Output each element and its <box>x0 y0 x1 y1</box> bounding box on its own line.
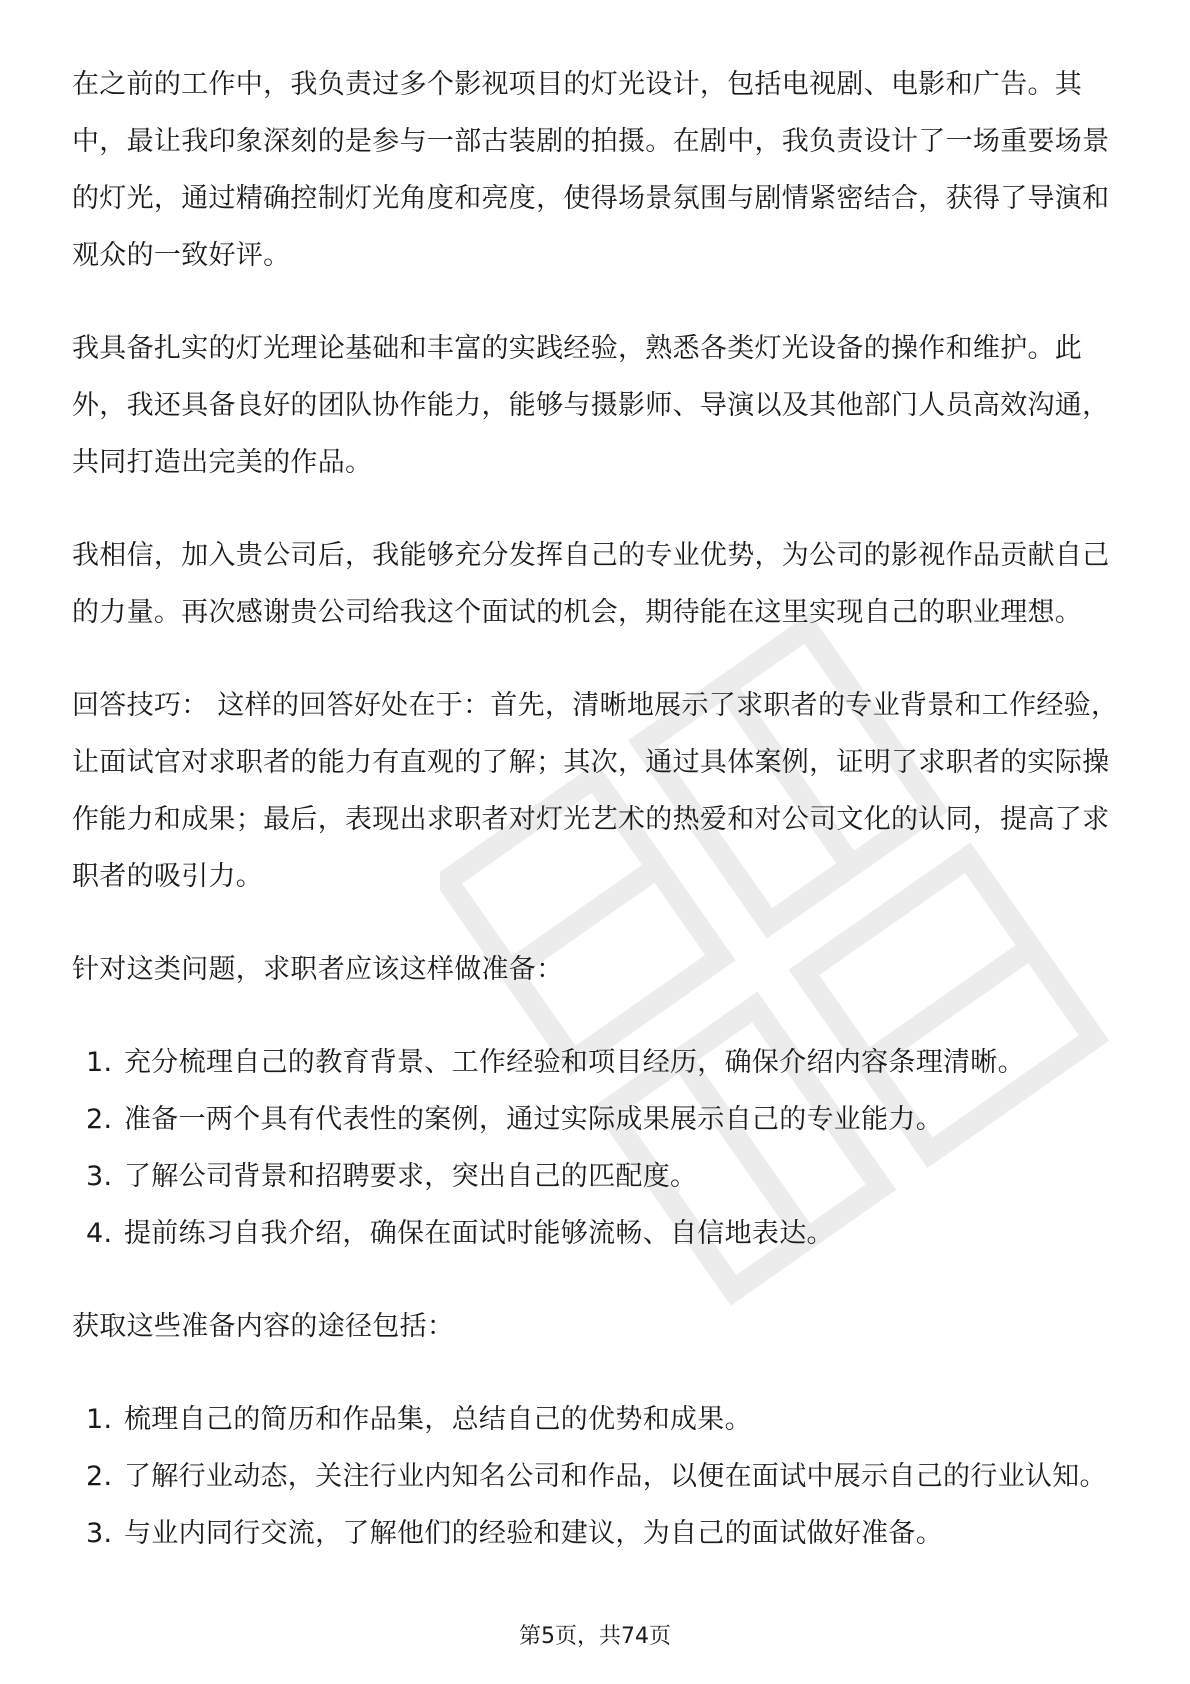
list-item <box>72 1205 1132 1262</box>
paragraph-sources-heading: 获取这些准备内容的途径包括： <box>72 1311 455 1342</box>
paragraph-prep-heading: 针对这类问题，求职者应该这样做准备： <box>72 954 564 985</box>
list-item <box>72 1448 1132 1505</box>
list-item <box>72 1034 1132 1091</box>
list-item-text: 梳理自己的简历和作品集，总结自己的优势和成果。 <box>124 1404 752 1435</box>
list-item <box>72 1091 1132 1148</box>
list-item <box>72 1391 1132 1448</box>
sources-list <box>72 1391 1132 1562</box>
list-item-number: 3. <box>86 1518 113 1549</box>
list-item <box>72 1148 1132 1205</box>
list-item-number: 2. <box>86 1461 113 1492</box>
list-item-text: 准备一两个具有代表性的案例，通过实际成果展示自己的专业能力。 <box>124 1104 943 1135</box>
list-item-number: 2. <box>86 1104 113 1135</box>
list-item-number: 1. <box>86 1404 113 1435</box>
list-item-text: 了解行业动态，关注行业内知名公司和作品，以便在面试中展示自己的行业认知。 <box>124 1461 1107 1492</box>
list-item-number: 4. <box>86 1218 113 1249</box>
list-item-number: 3. <box>86 1161 113 1192</box>
paragraph-experience: 在之前的工作中，我负责过多个影视项目的灯光设计，包括电视剧、电影和广告。其中，最让我印象深刻的是参与一部古装剧的拍摄。在剧中，我负责设计了一场重要场景的灯光，通过精确控制灯光角度和亮度，使得场景氛围与剧情紧密结合，获得了导演和观众的一致好评。 <box>72 69 1110 271</box>
page-number-footer: 第5页，共74页 <box>519 1624 671 1649</box>
paragraph-closing: 我相信，加入贵公司后，我能够充分发挥自己的专业优势，为公司的影视作品贡献自己的力量。再次感谢贵公司给我这个面试的机会，期待能在这里实现自己的职业理想。 <box>72 540 1110 628</box>
paragraph-skills: 我具备扎实的灯光理论基础和丰富的实践经验，熟悉各类灯光设备的操作和维护。此外，我还具备良好的团队协作能力，能够与摄影师、导演以及其他部门人员高效沟通，共同打造出完美的作品。 <box>72 333 1110 478</box>
list-item-number: 1. <box>86 1047 113 1078</box>
paragraph-answer-tips: 回答技巧： 这样的回答好处在于：首先，清晰地展示了求职者的专业背景和工作经验，让面试官对求职者的能力有直观的了解；其次，通过具体案例，证明了求职者的实际操作能力和成果；最后，表现出求职者对灯光艺术的热爱和对公司文化的认同，提高了求职者的吸引力。 <box>72 690 1119 892</box>
list-item-text: 与业内同行交流，了解他们的经验和建议，为自己的面试做好准备。 <box>124 1518 943 1549</box>
list-item-text: 提前练习自我介绍，确保在面试时能够流畅、自信地表达。 <box>124 1218 834 1249</box>
document-content <box>72 56 1132 1598</box>
list-item-text: 充分梳理自己的教育背景、工作经验和项目经历，确保介绍内容条理清晰。 <box>124 1047 1025 1078</box>
list-item <box>72 1505 1132 1562</box>
prep-list <box>72 1034 1132 1262</box>
list-item-text: 了解公司背景和招聘要求，突出自己的匹配度。 <box>124 1161 698 1192</box>
